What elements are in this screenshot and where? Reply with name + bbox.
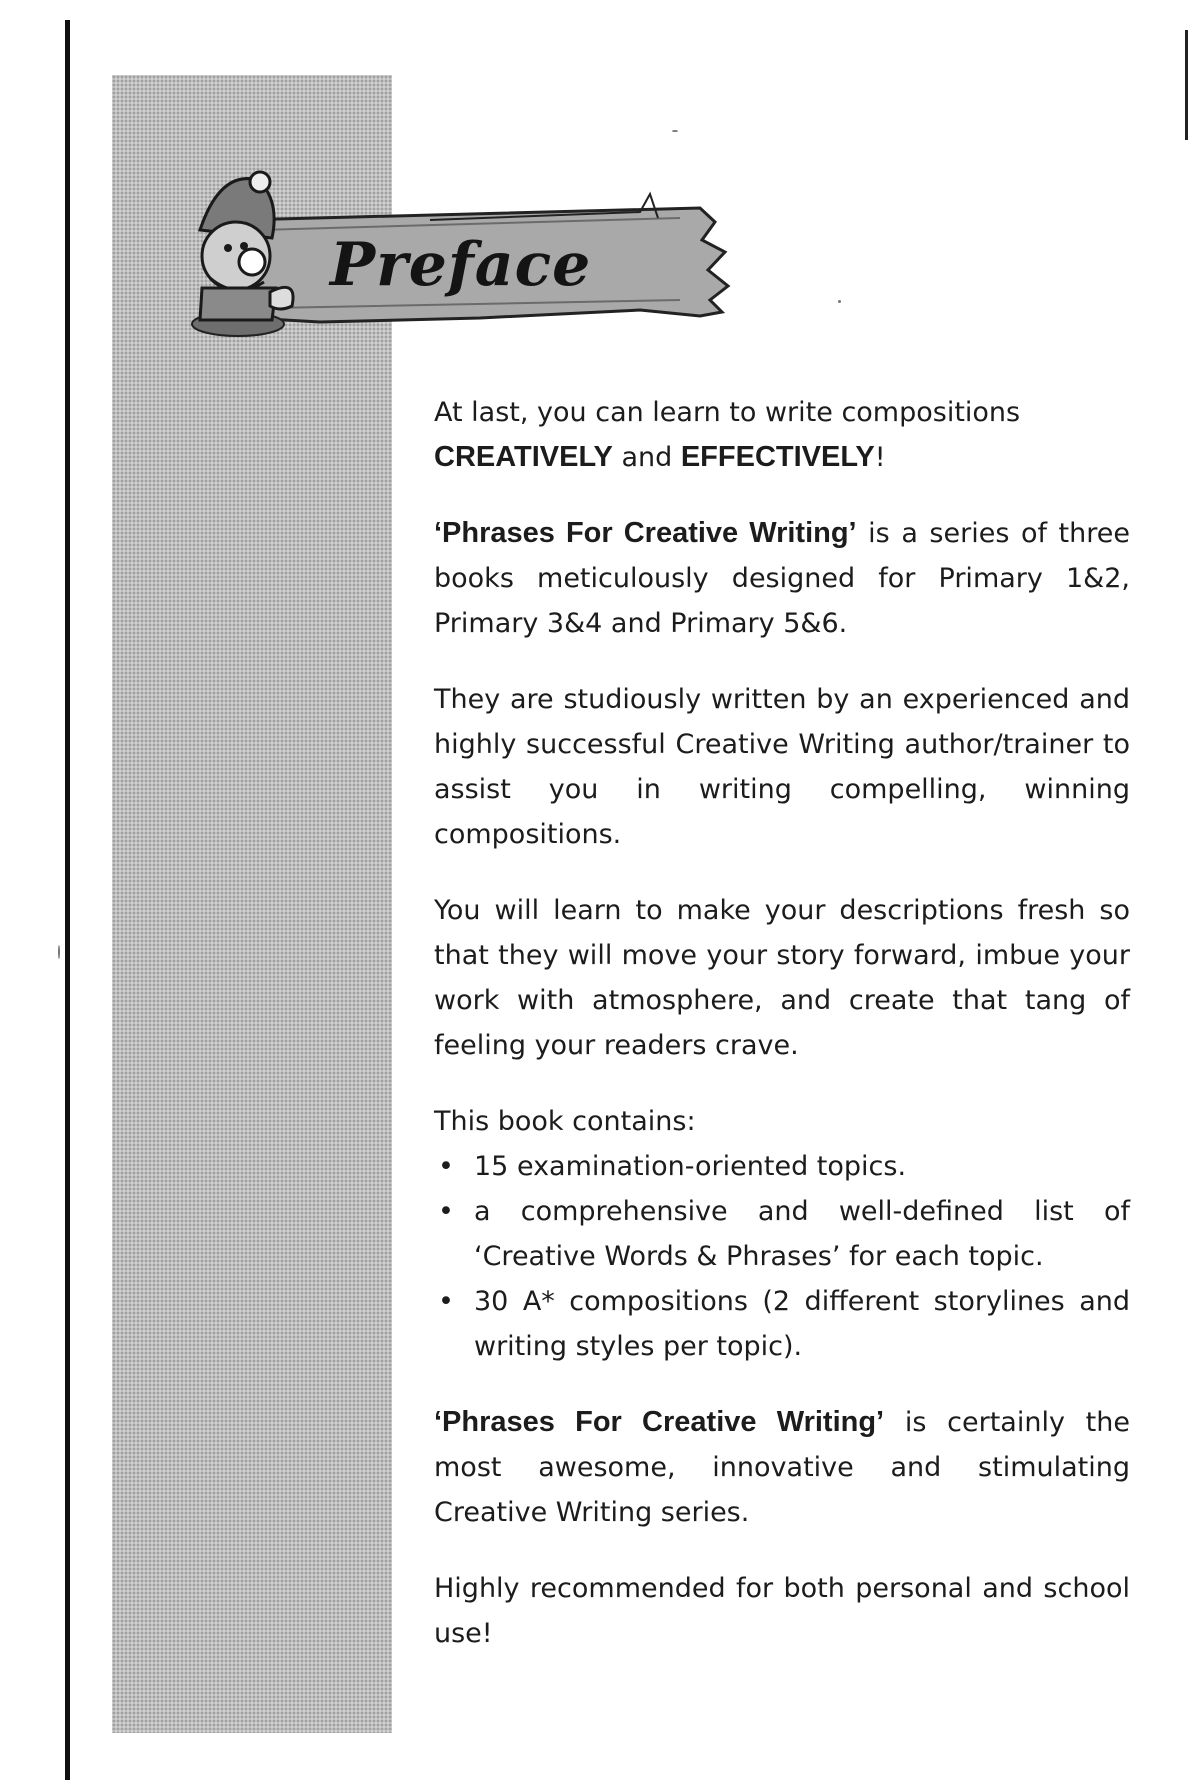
- bullet-icon: •: [438, 1286, 454, 1317]
- list-item: [434, 1144, 1130, 1189]
- intro-emphasis-effectively: EFFECTIVELY: [680, 441, 875, 473]
- contents-heading: This book contains:: [434, 1106, 696, 1137]
- intro-text: At last, you can learn to write compositions: [434, 397, 1021, 428]
- list-item-text: 15 examination-oriented topics.: [474, 1151, 907, 1182]
- scan-speck: [838, 300, 841, 303]
- bullet-icon: •: [438, 1151, 454, 1182]
- closing-text: is certainly the most awesome, innovative and stimulating Creative Writing series.: [434, 1407, 1130, 1528]
- list-item-text: a comprehensive and well-defined list of ‘Creative Words & Phrases’ for each topic.: [474, 1196, 1130, 1272]
- scan-speck: [58, 945, 60, 959]
- intro-and: and: [612, 442, 681, 473]
- series-title: ‘Phrases For Creative Writing’: [434, 517, 857, 549]
- list-item: [434, 1279, 1130, 1369]
- preface-banner: [180, 160, 760, 350]
- preface-body: [434, 390, 1130, 1687]
- closing-series-title: ‘Phrases For Creative Writing’: [434, 1406, 885, 1438]
- scan-speck: [672, 130, 678, 132]
- series-text: is a series of three books meticulously designed for Primary 1&2, Primary 3&4 and Primary 5&6.: [434, 518, 1130, 639]
- bullet-icon: •: [438, 1196, 454, 1227]
- intro-paragraph: [434, 390, 1130, 480]
- left-margin-rule: [65, 20, 70, 1780]
- list-item: [434, 1189, 1130, 1279]
- contents-list: [434, 1144, 1130, 1369]
- intro-exclamation: !: [874, 442, 886, 473]
- series-paragraph: [434, 511, 1130, 646]
- list-item-text: 30 A* compositions (2 different storylines and writing styles per topic).: [474, 1286, 1130, 1362]
- recommendation-paragraph: Highly recommended for both personal and school use!: [434, 1573, 1130, 1649]
- right-edge-mark: [1185, 30, 1188, 140]
- closing-paragraph: [434, 1400, 1130, 1535]
- author-paragraph: They are studiously written by an experienced and highly successful Creative Writing author/trainer to assist you in writing compelling, winning compositions.: [434, 684, 1130, 850]
- intro-emphasis-creatively: CREATIVELY: [434, 441, 613, 473]
- page-title: Preface: [330, 230, 592, 300]
- learn-paragraph: You will learn to make your descriptions fresh so that they will move your story forward, imbue your work with atmosphere, and create that tang of feeling your readers crave.: [434, 895, 1130, 1061]
